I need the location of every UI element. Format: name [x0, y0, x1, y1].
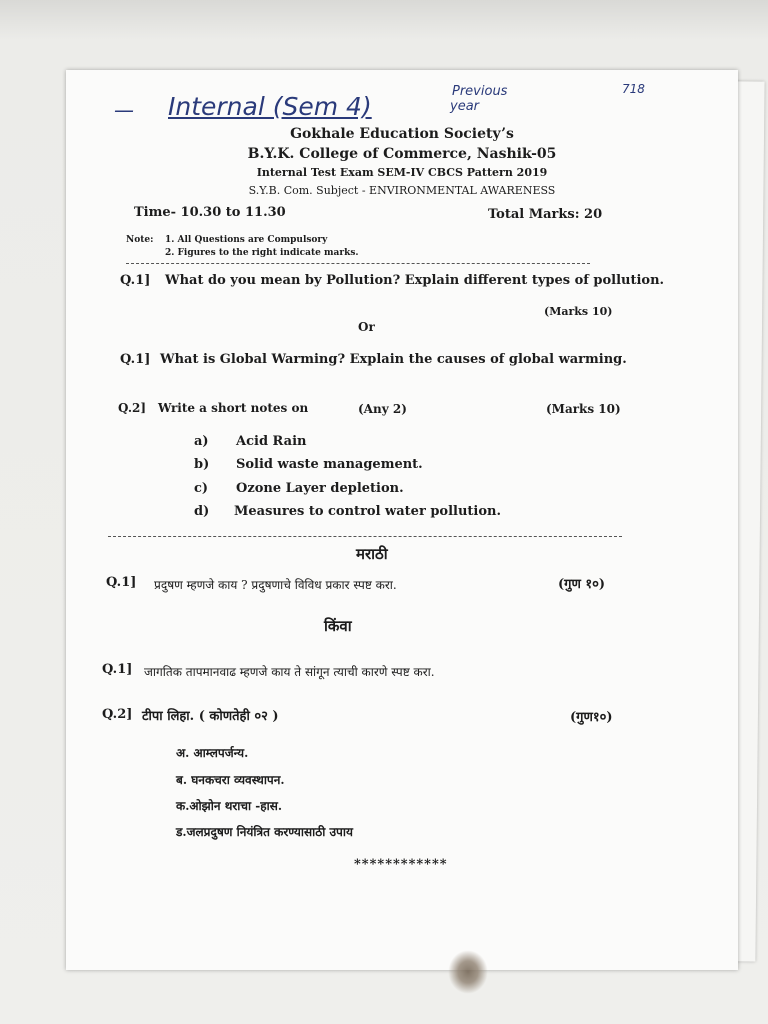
option-key-c: c)	[194, 481, 209, 496]
exam-time: Time- 10.30 to 11.30	[134, 205, 286, 220]
subject-line: S.Y.B. Com. Subject - ENVIRONMENTAL AWARENESS	[248, 184, 556, 197]
option-text-c: Ozone Layer depletion.	[236, 481, 404, 496]
total-marks: Total Marks: 20	[488, 207, 603, 222]
marathi-q1-marks: (गुण १०)	[558, 577, 606, 592]
marathi-or-divider: किंवा	[324, 617, 352, 635]
section-divider	[108, 536, 622, 537]
society-name: Gokhale Education Society’s	[290, 126, 514, 142]
marathi-q1b-text: जागतिक तापमानवाढ म्हणजे काय ते सांगून त्याची कारणे स्पष्ट करा.	[144, 665, 435, 679]
q1b-text: What is Global Warming? Explain the causes of global warming.	[160, 352, 627, 367]
handwritten-title-note: Internal (Sem 4)	[168, 92, 372, 121]
q2-marks: (Marks 10)	[546, 402, 621, 416]
q1b-label: Q.1]	[120, 352, 151, 367]
marathi-q2-marks: (गुण१०)	[570, 710, 613, 725]
or-divider: Or	[358, 320, 375, 334]
q2-text: Write a short notes on	[158, 401, 309, 415]
option-key-b: b)	[194, 457, 210, 472]
option-text-b: Solid waste management.	[236, 457, 423, 472]
marathi-q2-text: टीपा लिहा. ( कोणतेही ०२ )	[142, 709, 279, 724]
q1-label: Q.1]	[120, 273, 151, 288]
paper-stain	[448, 950, 488, 994]
handwritten-side-note-1: Previous	[452, 84, 508, 99]
q1-text: What do you mean by Pollution? Explain different types of pollution.	[165, 273, 665, 288]
exam-paper	[66, 70, 738, 970]
handwritten-side-note-2: year	[450, 99, 480, 114]
marathi-option-2: ब. घनकचरा व्यवस्थापन.	[176, 773, 285, 787]
note-label: Note:	[126, 235, 154, 245]
marathi-q1-label: Q.1]	[106, 575, 137, 590]
q2-label: Q.2]	[118, 401, 147, 415]
end-marker: ************	[354, 857, 448, 872]
note-item-2: 2. Figures to the right indicate marks.	[165, 248, 359, 258]
option-key-a: a)	[194, 434, 209, 449]
note-item-1: 1. All Questions are Compulsory	[165, 235, 328, 245]
option-text-d: Measures to control water pollution.	[234, 504, 501, 519]
marathi-q2-label: Q.2]	[102, 707, 133, 722]
divider-line	[126, 263, 590, 264]
marathi-option-1: अ. आम्लपर्जन्य.	[176, 746, 249, 760]
marathi-heading: मराठी	[356, 545, 388, 563]
college-name: B.Y.K. College of Commerce, Nashik-05	[247, 146, 557, 162]
handwritten-dash: —	[114, 98, 134, 122]
option-key-d: d)	[194, 504, 210, 519]
q2-any: (Any 2)	[358, 402, 407, 416]
option-text-a: Acid Rain	[236, 434, 307, 449]
exam-title: Internal Test Exam SEM-IV CBCS Pattern 2019	[256, 166, 548, 179]
q1-marks: (Marks 10)	[544, 305, 613, 318]
marathi-option-4: ड.जलप्रदुषण नियंत्रित करण्यासाठी उपाय	[176, 825, 353, 839]
marathi-option-3: क.ओझोन थराचा -हास.	[176, 799, 283, 813]
handwritten-page-number: 718	[622, 82, 645, 96]
marathi-q1-text: प्रदुषण म्हणजे काय ? प्रदुषणाचे विविध प्रकार स्पष्ट करा.	[154, 578, 397, 592]
marathi-q1b-label: Q.1]	[102, 662, 133, 677]
